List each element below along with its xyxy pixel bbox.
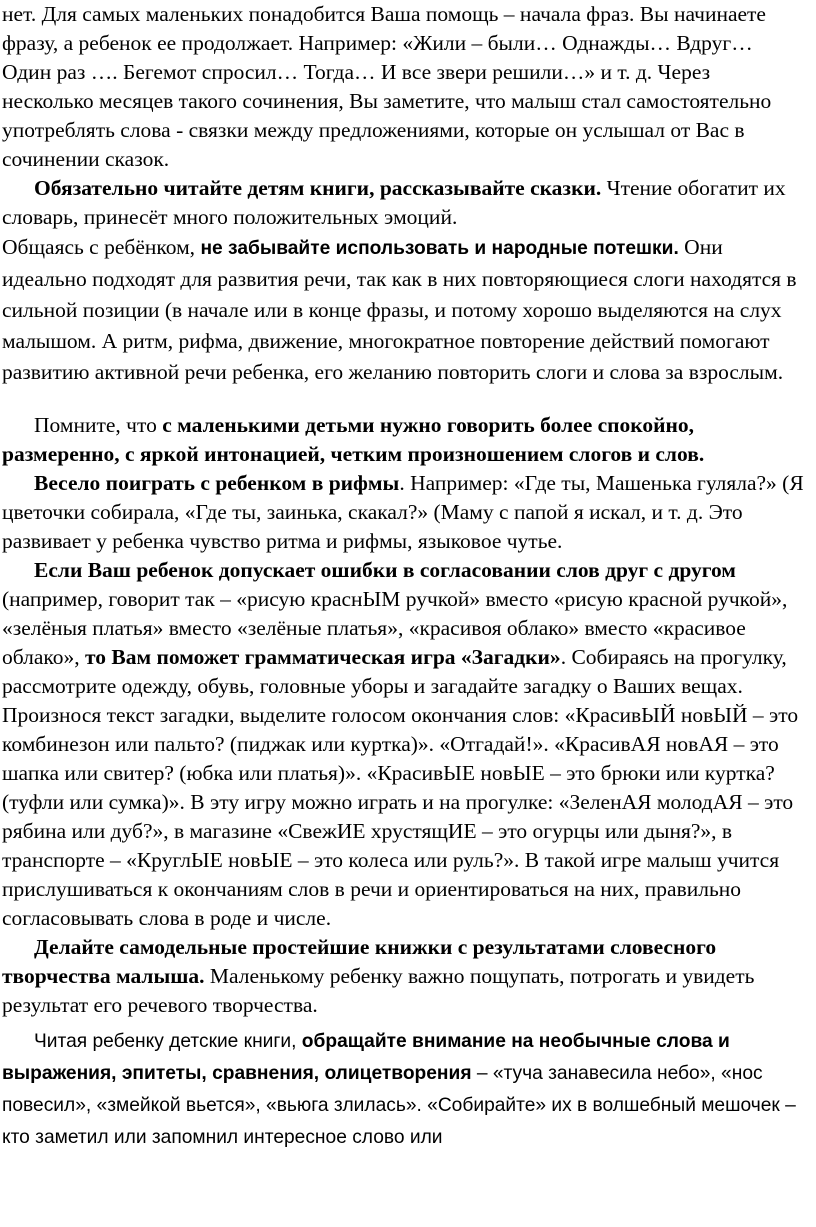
paragraph-unusual-words bbox=[2, 1026, 806, 1154]
text-run: Маленькому ребенку важно пощупать, потрогать и увидеть результат его речевого творчества. bbox=[2, 964, 755, 1017]
text-run: Чтение обогатит их словарь, принесёт много положительных эмоций. bbox=[2, 176, 786, 229]
paragraph-reading-books bbox=[2, 174, 806, 232]
paragraph-calm-speech bbox=[2, 411, 806, 469]
paragraph-speech-phrases bbox=[2, 0, 806, 174]
bold-text-run: Если Ваш ребенок допускает ошибки в согласовании слов друг с другом bbox=[34, 558, 736, 582]
text-run: . Собираясь на прогулку, рассмотрите одежду, обувь, головные уборы и загадайте загадку о Ваших вещах. Произнося текст загадки, выделите голосом окончания слов: «КрасивЫЙ новЫЙ – это комбинезон или пальто? (пиджак или куртка)». «Отгадай!». «КрасивАЯ новАЯ – это шапка или свитер? (юбка или платья)». «КрасивЫЕ новЫЕ – это брюки или куртка? (туфли или сумка)». В эту игру можно играть и на прогулке: «ЗеленАЯ молодАЯ – это рябина или дуб?», в магазине «СвежИЕ хрустящИЕ – это огурцы или дыня?», в транспорте – «КруглЫЕ новЫЕ – это колеса или руль?». В такой игре малыш учится прислушиваться к окончаниям слов в речи и ориентироваться на них, правильно согласовывать слова в роде и числе. bbox=[2, 645, 799, 930]
paragraph-riddles-game bbox=[2, 556, 806, 933]
text-run: Читая ребенку детские книги, bbox=[34, 1031, 302, 1052]
paragraph-folk-rhymes bbox=[2, 232, 806, 388]
bold-text-run: обращайте внимание на необычные слова и выражения, эпитеты, сравнения, олицетворения bbox=[2, 1031, 730, 1084]
bold-text-run: Обязательно читайте детям книги, рассказывайте сказки. bbox=[34, 176, 602, 200]
text-run: (например, говорит так – «рисую краснЫМ ручкой» вместо «рисую красной ручкой», «зелёныя платья» вместо «зелёные платья», «красивоя облако» вместо «красивое облако», bbox=[2, 587, 788, 669]
text-run: нет. Для самых маленьких понадобится Ваша помощь – начала фраз. Вы начинаете фразу, а ребенок ее продолжает. Например: «Жили – были… Однажды… Вдруг… Один раз …. Бегемот спросил… Тогда… И все звери решили…» и т. д. Через несколько месяцев такого сочинения, Вы заметите, что малыш стал самостоятельно употреблять слова - связки между предложениями, которые он услышал от Вас в сочинении сказок. bbox=[2, 2, 772, 171]
bold-text-run: Делайте самодельные простейшие книжки с результатами словесного творчества малыша. bbox=[2, 935, 717, 988]
bold-text-run: то Вам поможет грамматическая игра «Загадки» bbox=[85, 645, 561, 669]
text-run: Помните, что bbox=[34, 413, 163, 437]
text-run: – «туча занавесила небо», «нос повесил», «змейкой вьется», «вьюга злилась». «Собирайте» их в волшебный мешочек – кто заметил или запомнил интересное слово или bbox=[2, 1063, 796, 1148]
bold-text-run: с маленькими детьми нужно говорить более спокойно, размеренно, с яркой интонацией, четким произношением слогов и слов. bbox=[2, 413, 705, 466]
paragraph-homemade-books bbox=[2, 933, 806, 1020]
text-run: . Например: «Где ты, Машенька гуляла?» (Я цветочки собирала, «Где ты, заинька, скакал?» (Маму с папой я искал, и т. д. Это развивает у ребенка чувство ритма и рифмы, языковое чутье. bbox=[2, 471, 804, 553]
bold-text-run: не забывайте использовать и народные потешки. bbox=[200, 238, 679, 259]
text-run: Общаясь с ребёнком, bbox=[2, 235, 201, 259]
bold-text-run: Весело поиграть с ребенком в рифмы bbox=[34, 471, 400, 495]
paragraph-rhyme-game bbox=[2, 469, 806, 556]
text-run: Они идеально подходят для развития речи, так как в них повторяющиеся слоги находятся в сильной позиции (в начале или в конце фразы, и потому хорошо выделяются на слух малышом. А ритм, рифма, движение, многократное повторение действий помогают развитию активной речи ребенка, его желанию повторить слоги и слова за взрослым. bbox=[2, 235, 797, 384]
